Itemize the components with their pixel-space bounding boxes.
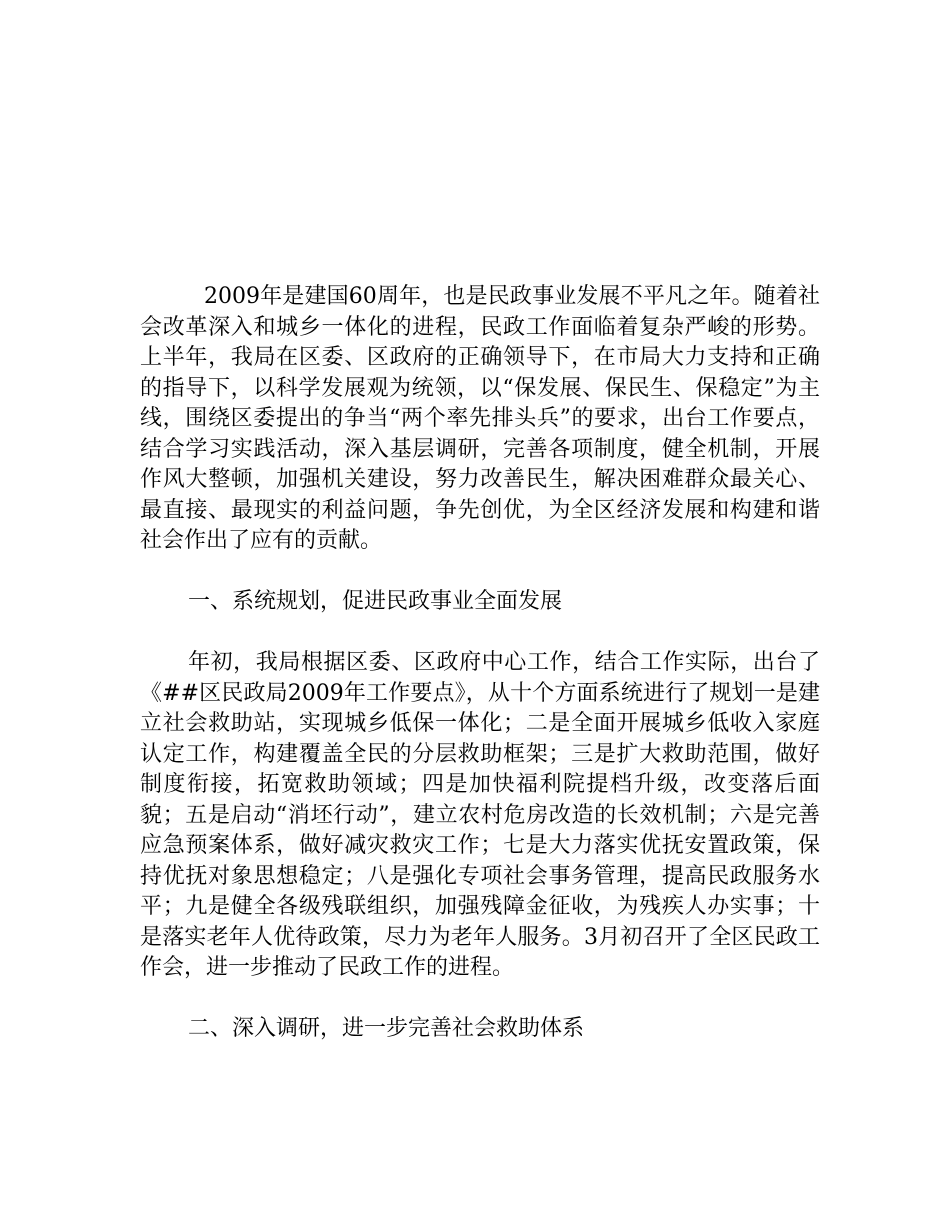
section-2-heading: 二、深入调研，进一步完善社会救助体系 bbox=[188, 1016, 585, 1041]
document-body bbox=[140, 282, 820, 1045]
intro-paragraph: 2009年是建国60周年，也是民政事业发展不平凡之年。随着社会改革深入和城乡一体化的进程，民政工作面临着复杂严峻的形势。上半年，我局在区委、区政府的正确领导下，在市局大力支持和正确的指导下，以科学发展观为统领，以“保发展、保民生、保稳定”为主线，围绕区委提出的争当“两个率先排头兵”的要求，出台工作要点，结合学习实践活动，深入基层调研，完善各项制度，健全机制，开展作风大整顿，加强机关建设，努力改善民生，解决困难群众最关心、最直接、最现实的利益问题，争先创优，为全区经济发展和构建和谐社会作出了应有的贡献。 bbox=[140, 284, 820, 553]
section-1-paragraph: 年初，我局根据区委、区政府中心工作，结合工作实际，出台了《##区民政局2009年工作要点》，从十个方面系统进行了规划一是建立社会救助站，实现城乡低保一体化；二是全面开展城乡低收入家庭认定工作，构建覆盖全民的分层救助框架；三是扩大救助范围，做好制度衔接，拓宽救助领域；四是加快福利院提档升级，改变落后面貌；五是启动“消坯行动”，建立农村危房改造的长效机制；六是完善应急预案体系，做好减灾救灾工作；七是大力落实优抚安置政策，保持优抚对象思想稳定；八是强化专项社会事务管理，提高民政服务水平；九是健全各级残联组织，加强残障金征收，为残疾人办实事；十是落实老年人优待政策，尽力为老年人服务。3月初召开了全区民政工作会，进一步推动了民政工作的进程。 bbox=[140, 650, 820, 980]
section-1-heading: 一、系统规划，促进民政事业全面发展 bbox=[188, 589, 563, 614]
